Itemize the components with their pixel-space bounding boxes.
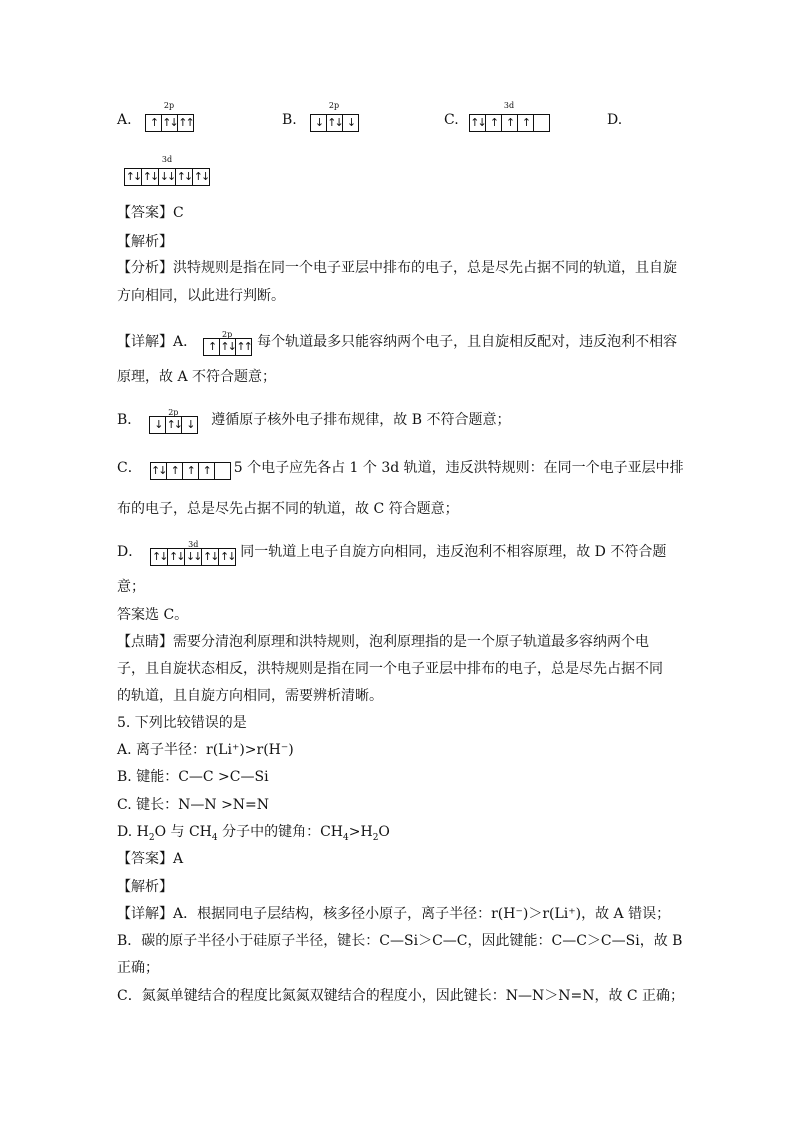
orbital-box: ↓ — [150, 417, 166, 433]
q5-option-d — [117, 822, 390, 842]
inline-orbital-d — [150, 540, 236, 566]
orbital-box: ↑ — [146, 115, 162, 131]
orbital-boxes — [469, 114, 550, 132]
orbital-box: ↑↓ — [152, 550, 167, 563]
orbital-diagram-d — [124, 155, 210, 186]
q4-analysis-title: 【解析】 — [117, 234, 173, 250]
q5-d-sub: 2 — [372, 832, 379, 843]
q4-c-line2: 布的电子，总是尽先占据不同的轨道，故 C 符合题意； — [117, 501, 459, 517]
orbital-box: ↑ — [204, 339, 220, 355]
q5-d-sub: 4 — [343, 832, 349, 843]
orbital-diagram-a — [145, 101, 193, 132]
q5-answer: 【答案】A — [117, 851, 184, 867]
orbital-box: ↑↓ — [169, 550, 184, 563]
q5-d-part: O 与 CH — [154, 824, 212, 840]
q4-d-line2: 意； — [117, 579, 145, 595]
orbital-box: ↑ — [486, 115, 502, 131]
q4-xiangjie-a — [117, 326, 678, 353]
q4-c — [117, 458, 684, 482]
orbital-box: ↑ — [183, 463, 199, 479]
q5-xiangjie-a: 【详解】A．根据同电子层结构，核多径小原子，离子半径：r(H⁻)＞r(Li⁺)，故 A 错误； — [117, 906, 671, 922]
orbital-box: ↑↓ — [176, 170, 192, 183]
orbital-label: 3d — [161, 155, 173, 164]
orbital-label: 2p — [163, 101, 175, 110]
orbital-label: 2p — [168, 408, 179, 417]
orbital-box: ↑↓ — [142, 170, 158, 183]
inline-orbital-a — [203, 330, 251, 356]
q4-d — [117, 536, 667, 563]
orbital-box: ↓↓ — [186, 550, 201, 563]
orbital-boxes — [310, 114, 359, 132]
q4-fenxi-line2: 方向相同，以此进行判断。 — [117, 288, 285, 304]
orbital-diagram-b — [310, 101, 358, 132]
option-d-label: D. — [607, 112, 623, 128]
q4-dianjing-line3: 的轨道，且自旋方向相同，需要辨析清晰。 — [117, 688, 383, 704]
orbital-box: ↑↓ — [327, 116, 342, 129]
q5-d-sub: 2 — [148, 832, 155, 843]
option-a-label: A. — [117, 112, 132, 128]
orbital-box: ↑↓ — [220, 340, 235, 353]
orbital-box: ↓ — [186, 418, 194, 431]
orbital-label: 3d — [188, 540, 199, 549]
q4-b-prefix: B． — [117, 412, 142, 428]
orbital-box: ↑↓ — [203, 550, 218, 563]
orbital-boxes — [150, 462, 231, 480]
orbital-box: ↑↑ — [236, 340, 251, 353]
q5-d-part: 分子中的键角：CH — [217, 824, 343, 840]
orbital-box: ↓ — [346, 116, 355, 129]
orbital-box: ↑↓ — [151, 464, 166, 477]
orbital-boxes — [145, 114, 194, 132]
orbital-box: ↓ — [311, 115, 327, 131]
orbital-box: ↑↓ — [470, 116, 485, 129]
q5-analysis-title: 【解析】 — [117, 879, 173, 895]
orbital-box: ↑↓ — [193, 170, 209, 183]
orbital-boxes — [124, 168, 210, 186]
q5-xiangjie-c: C．氮氮单键结合的程度比氮氮双键结合的程度小，因此键长：N—N＞N=N，故 C 正确； — [117, 988, 685, 1004]
orbital-boxes — [203, 338, 252, 356]
option-c-label: C. — [444, 112, 459, 128]
orbital-box: ↓↓ — [159, 170, 175, 183]
q4-xiangjie-a-text: 每个轨道最多只能容纳两个电子，且自旋相反配对，违反泡利不相容 — [257, 334, 678, 350]
q4-dianjing-line1: 【点睛】需要分清泡利原理和洪特规则，泡利原理指的是一个原子轨道最多容纳两个电 — [117, 634, 649, 650]
orbital-diagram-c — [469, 101, 549, 132]
q4-xiangjie-a-line2: 原理，故 A 不符合题意； — [117, 369, 277, 385]
q4-dianjing-line2: 子，且自旋状态相反，洪特规则是指在同一个电子亚层中排布的电子，总是尽先占据不同 — [117, 661, 663, 677]
q4-c-text: 5 个电子应先各占 1 个 3d 轨道，违反洪特规则：在同一个电子亚层中排 — [233, 460, 684, 476]
q4-c-prefix: C． — [117, 460, 142, 476]
orbital-boxes — [150, 548, 236, 566]
q5-stem: 5. 下列比较错误的是 — [117, 715, 247, 731]
q4-xiangjie-prefix: 【详解】A． — [117, 334, 198, 350]
q4-choose: 答案选 C。 — [117, 607, 189, 623]
q5-option-b: B. 键能：C—C >C—Si — [117, 769, 269, 785]
q4-answer: 【答案】C — [117, 205, 184, 221]
inline-orbital-b — [149, 408, 197, 434]
q4-b-text: 遵循原子核外电子排布规律，故 B 不符合题意； — [211, 412, 511, 428]
orbital-box: ↑↑ — [178, 116, 193, 129]
orbital-label: 2p — [222, 330, 233, 339]
orbital-box: ↑↓ — [162, 116, 177, 129]
option-b-label: B. — [282, 112, 297, 128]
orbital-box: ↑ — [502, 115, 518, 131]
q5-option-a: A. 离子半径：r(Li⁺)>r(H⁻) — [117, 742, 294, 758]
q5-xiangjie-b-line2: 正确； — [117, 960, 159, 976]
orbital-box — [534, 115, 549, 131]
orbital-label: 2p — [328, 101, 340, 110]
orbital-box: ↑ — [167, 463, 183, 479]
orbital-boxes — [149, 416, 198, 434]
orbital-box: ↑↓ — [220, 550, 235, 563]
q5-d-part: O — [378, 824, 390, 840]
orbital-box: ↑ — [518, 115, 534, 131]
inline-orbital-c — [150, 462, 230, 480]
q5-option-c: C. 键长：N—N >N=N — [117, 797, 270, 813]
q5-xiangjie-b-line1: B．碳的原子半径小于硅原子半径，键长：C—Si＞C—C，因此键能：C—C＞C—Si，故 B — [117, 933, 683, 949]
orbital-box — [215, 463, 230, 479]
q5-d-sub: 4 — [211, 832, 218, 843]
q4-d-prefix: D． — [117, 544, 143, 560]
q4-fenxi-line1: 【分析】洪特规则是指在同一个电子亚层中排布的电子，总是尽先占据不同的轨道，且自旋 — [117, 260, 677, 276]
q5-d-part: >H — [348, 824, 373, 840]
orbital-label: 3d — [503, 101, 515, 110]
orbital-box: ↑↓ — [166, 418, 182, 431]
orbital-box: ↑↓ — [125, 170, 141, 183]
q5-d-part: D. H — [117, 824, 149, 840]
q4-d-text: 同一轨道上电子自旋方向相同，违反泡利不相容原理，故 D 不符合题 — [240, 544, 667, 560]
orbital-box: ↑ — [199, 463, 215, 479]
q4-b — [117, 404, 511, 431]
